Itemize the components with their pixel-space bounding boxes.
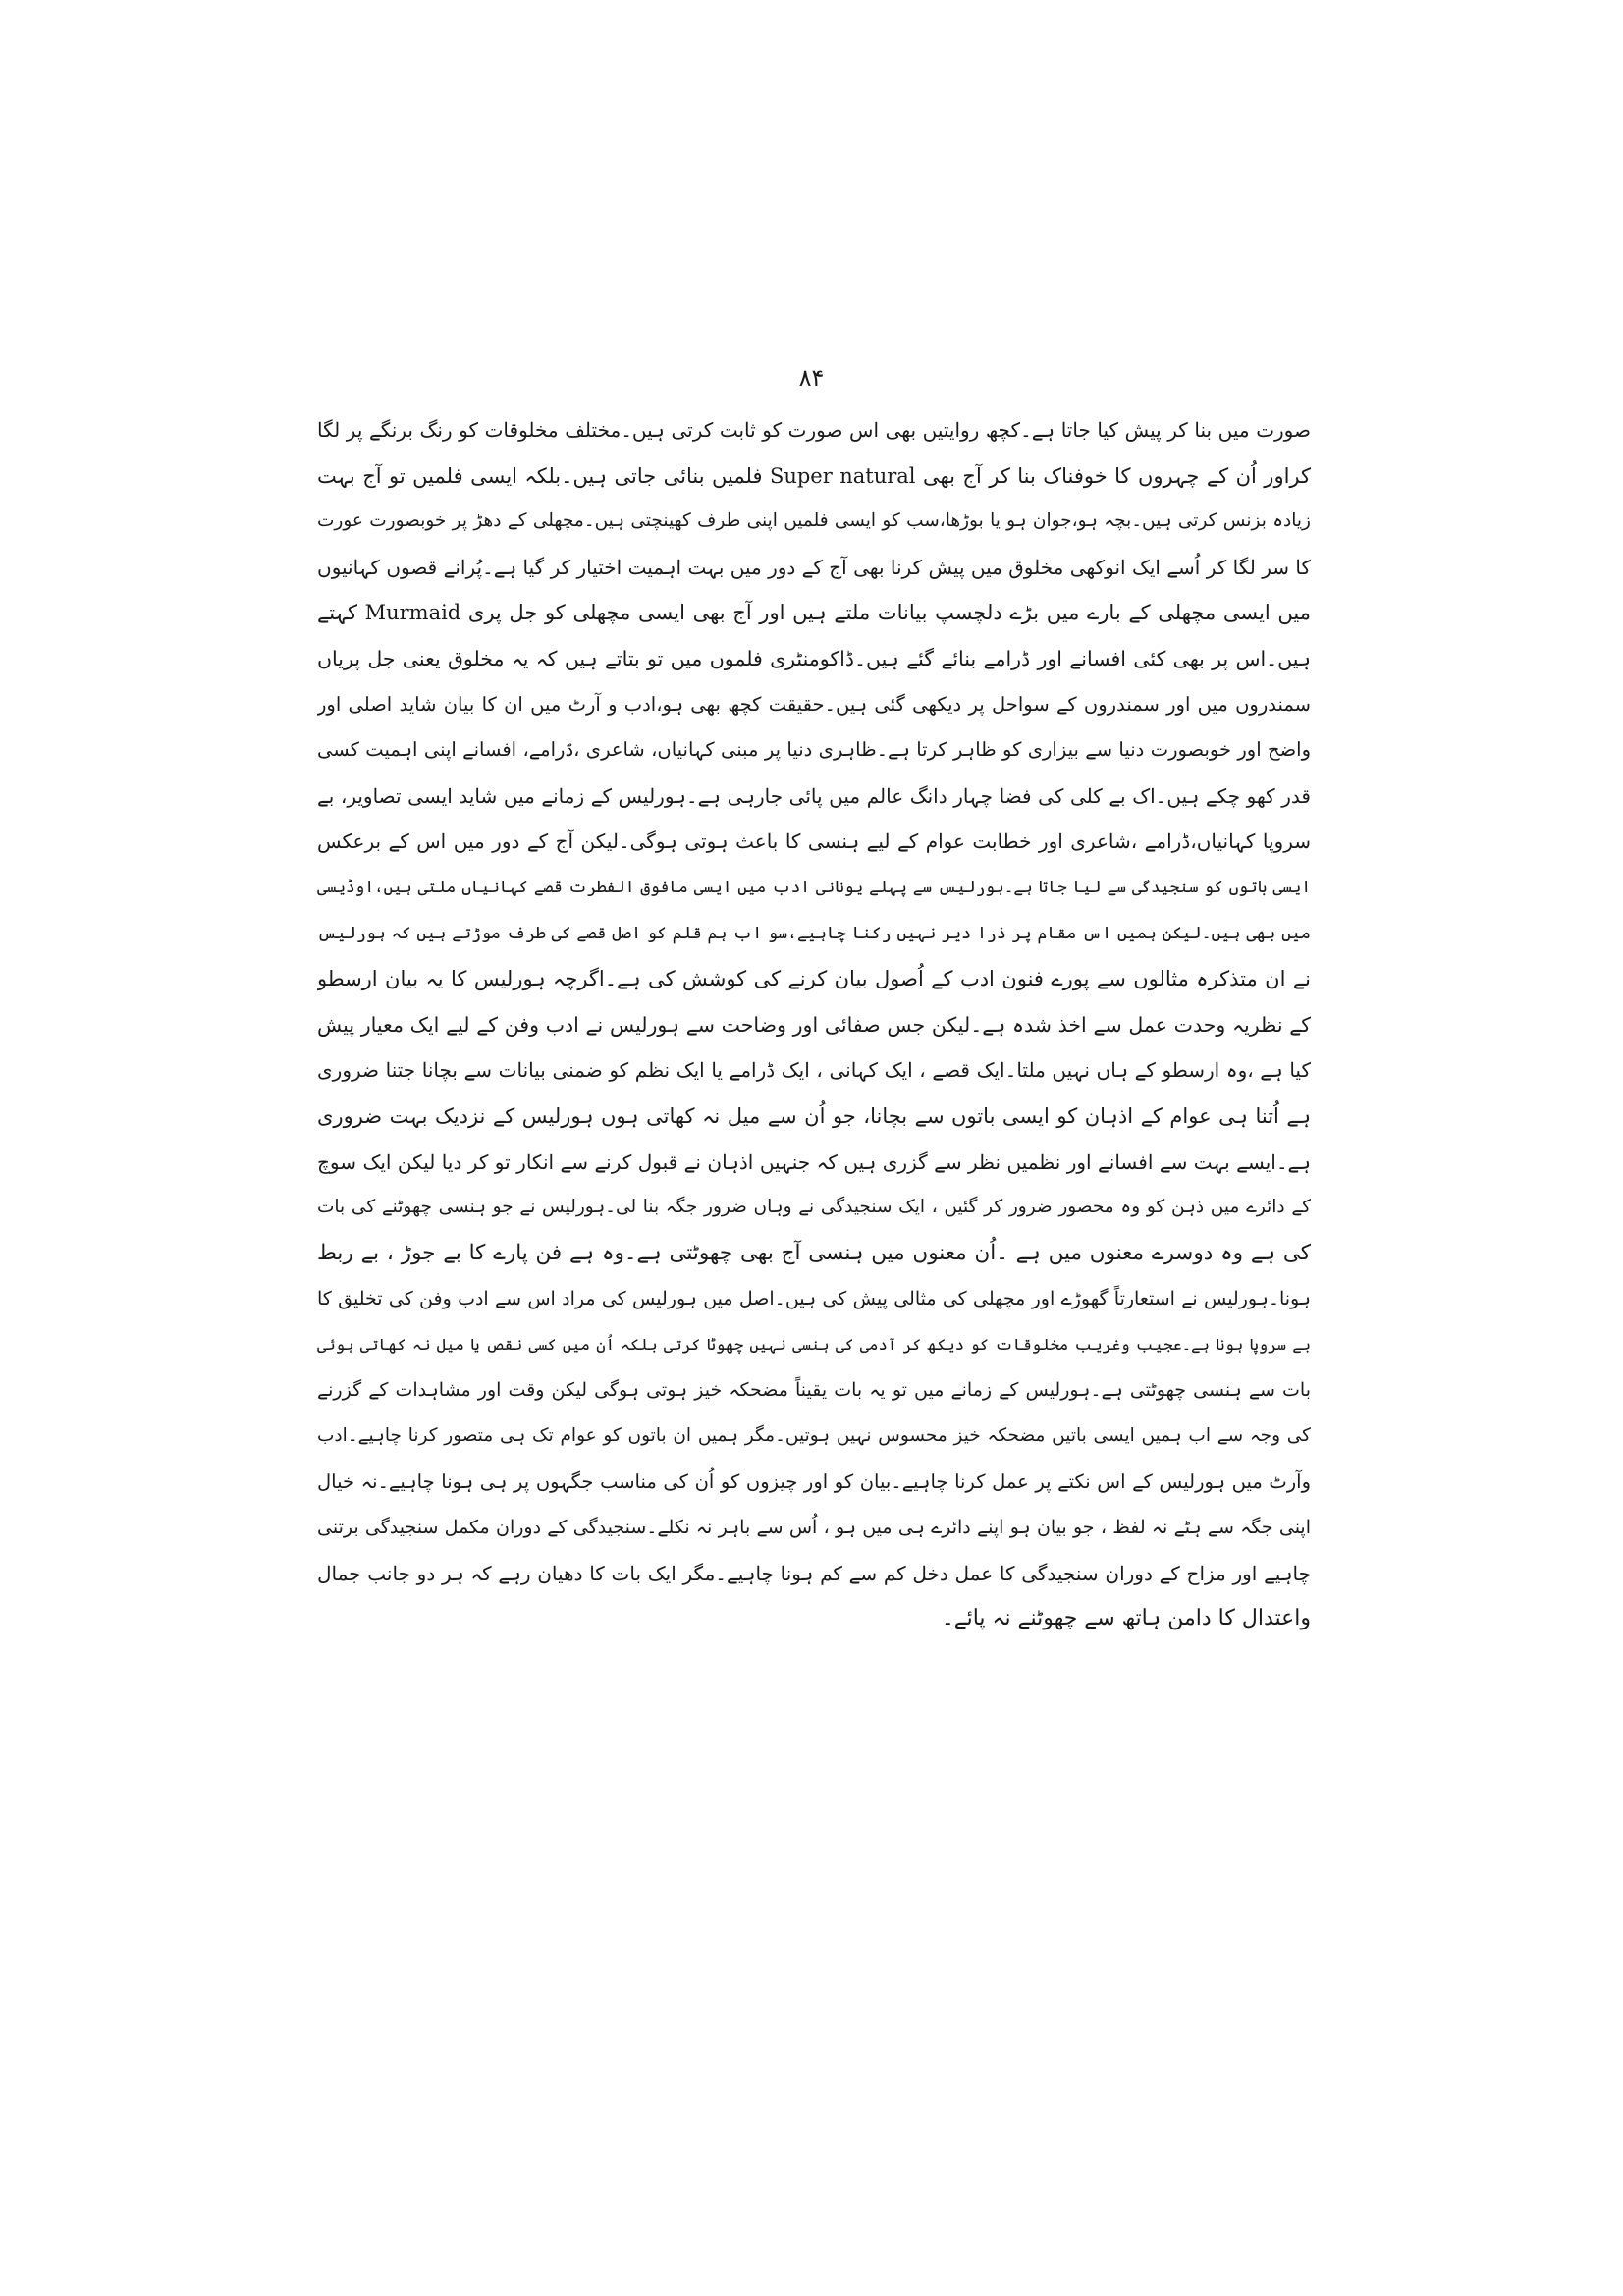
body-text xyxy=(317,407,1311,1642)
page-number: ۸۴ xyxy=(798,364,825,392)
text-line: واضح اور خوبصورت دنیا سے بیزاری کو ظاہر کرتا ہے۔ظاہری دنیا پر مبنی کہانیاں، شاعری ،ڈرامے، افسانے اپنی اہمیت کسی xyxy=(317,738,1311,762)
text-line: سمندروں میں اور سمندروں کے سواحل پر دیکھی گئی ہیں۔حقیقت کچھ بھی ہو،ادب و آرٹ میں ان کا بیان شاید اصلی اور xyxy=(317,692,1311,716)
text-line: کیا ہے ،وہ ارسطو کے ہاں نہیں ملتا۔ایک قصے ، ایک کہانی ، ایک ڈرامے یا ایک نظم کو ضمنی بیانات سے بچانا جتنا ضروری xyxy=(317,1058,1311,1083)
text-line: نے ان متذکرہ مثالوں سے پورے فنون ادب کے اُصول بیان کرنے کی کوشش کی ہے۔اگرچہ ہورلیس کا یہ بیان ارسطو xyxy=(317,967,1311,991)
text-line: کراور اُن کے چہروں کا خوفناک بنا کر آج بھی Super natural فلمیں بنائی جاتی ہیں۔بلکہ ایسی فلمیں تو آج بہت xyxy=(317,463,1311,488)
text-line: میں ایسی مچھلی کے بارے میں بڑے دلچسپ بیانات ملتے ہیں اور آج بھی ایسی مچھلی کو جل پری Murmaid کہتے xyxy=(317,601,1311,625)
text-line: ایسی باتوں کو سنجیدگی سے لیا جاتا ہے۔ہورلیس سے پہلے یونانی ادب میں ایسی مافوق الفطرت قصے کہانیاں ملتی ہیں،اوڈیسی xyxy=(317,877,1311,896)
text-line: چاہیے اور مزاح کے دوران سنجیدگی کا عمل دخل کم سے کم ہونا چاہیے۔مگر ایک بات کا دھیان رہے کہ ہر دو جانب جمال xyxy=(317,1561,1311,1585)
text-line: ہونا۔ہورلیس نے استعارتاً گھوڑے اور مچھلی کی مثالی پیش کی ہیں۔اصل میں ہورلیس کی مراد اس سے ادب وفن کی تخلیق کا xyxy=(317,1288,1311,1310)
text-line: میں بھی ہیں۔لیکن ہمیں اس مقام پر ذرا دیر نہیں رکنا چاہیے،سو اب ہم قلم کو اصل قصے کی طرف موڑتے ہیں کہ ہورلیس xyxy=(317,923,1311,943)
text-line: کی وجہ سے اب ہمیں ایسی باتیں مضحکہ خیز محسوس نہیں ہوتیں۔مگر ہمیں ان باتوں کو عوام تک ہی متصور کرنا چاہیے۔ادب xyxy=(317,1425,1311,1447)
text-line: صورت میں بنا کر پیش کیا جاتا ہے۔کچھ روایتیں بھی اس صورت کو ثابت کرتی ہیں۔مختلف مخلوقات کو رنگ برنگے پر لگا xyxy=(317,418,1311,442)
text-line: کا سر لگا کر اُسے ایک انوکھی مخلوق میں پیش کرنا بھی آج کے دور میں بہت اہمیت اختیار کر گیا ہے۔پُرانے قصوں کہانیوں xyxy=(317,555,1311,579)
text-line: اپنی جگہ سے ہٹے نہ لفظ ، جو بیان ہو اپنے دائرے ہی میں ہو ، اُس سے باہر نہ نکلے۔سنجیدگی کے دوران مکمل سنجیدگی برتنی xyxy=(317,1517,1311,1539)
text-line: سروپا کہانیاں،ڈرامے ،شاعری اور خطابت عوام کے لیے ہنسی کا باعث ہوتی ہوگی۔لیکن آج کے دور میں اس کے برعکس xyxy=(317,829,1311,854)
text-line: زیادہ بزنس کرتی ہیں۔بچہ ہو،جوان ہو یا بوڑھا،سب کو ایسی فلمیں اپنی طرف کھینچتی ہیں۔مچھلی کے دھڑ پر خوبصورت عورت xyxy=(317,510,1311,532)
text-line: ہے۔ایسے بہت سے افسانے اور نظمیں نظر سے گزری ہیں کہ جنہیں اذہان نے قبول کرنے سے انکار تو کر دیا لیکن ایک سوچ xyxy=(317,1149,1311,1174)
text-line: بے سروپا ہونا ہے۔عجیب وغریب مخلوقات کو دیکھ کر آدمی کی ہنسی نہیں چھوٹا کرتی بلکہ اُن میں کسی نقص یا میل نہ کھاتی ہوئی xyxy=(317,1334,1311,1354)
text-line: کے نظریہ وحدت عمل سے اخذ شدہ ہے۔لیکن جس صفائی اور وضاحت سے ہورلیس نے ادب وفن کے لیے ایک معیار پیش xyxy=(317,1012,1311,1037)
text-line: ہیں۔اس پر بھی کئی افسانے اور ڈرامے بنائے گئے ہیں۔ڈاکومنٹری فلموں میں تو بتاتے ہیں کہ یہ مخلوق یعنی جل پریاں xyxy=(317,646,1311,670)
text-line: واعتدال کا دامن ہاتھ سے چھوٹنے نہ پائے۔ xyxy=(941,1606,1311,1631)
text-line: قدر کھو چکے ہیں۔اک بے کلی کی فضا چہار دانگ عالم میں پائی جارہی ہے۔ہورلیس کے زمانے میں شاید ایسی تصاویر، بے xyxy=(317,783,1311,808)
text-line: کی ہے وہ دوسرے معنوں میں ہے ۔اُن معنوں میں ہنسی آج بھی چھوٹتی ہے۔وہ ہے فن پارے کا بے جوڑ ، بے ربط xyxy=(317,1240,1311,1265)
text-line: وآرٹ میں ہورلیس کے اس نکتے پر عمل کرنا چاہیے۔بیان کو اور چیزوں کو اُن کی مناسب جگہوں پر ہی ہونا چاہیے۔نہ خیال xyxy=(317,1469,1311,1493)
text-line: کے دائرے میں ذہن کو وہ محصور ضرور کر گئیں ، ایک سنجیدگی نے وہاں ضرور جگہ بنا لی۔ہورلیس نے جو ہنسی چھوٹنے کی بات xyxy=(317,1197,1311,1218)
text-line: بات سے ہنسی چھوٹتی ہے۔ہورلیس کے زمانے میں تو یہ بات یقیناً مضحکہ خیز ہوتی ہوگی لیکن وقت اور مشاہدات کے گزرنے xyxy=(317,1379,1311,1402)
text-line: ہے اُتنا ہی عوام کے اذہان کو ایسی باتوں سے بچانا، جو اُن سے میل نہ کھاتی ہوں ہورلیس کے نزدیک بہت ضروری xyxy=(317,1103,1311,1128)
